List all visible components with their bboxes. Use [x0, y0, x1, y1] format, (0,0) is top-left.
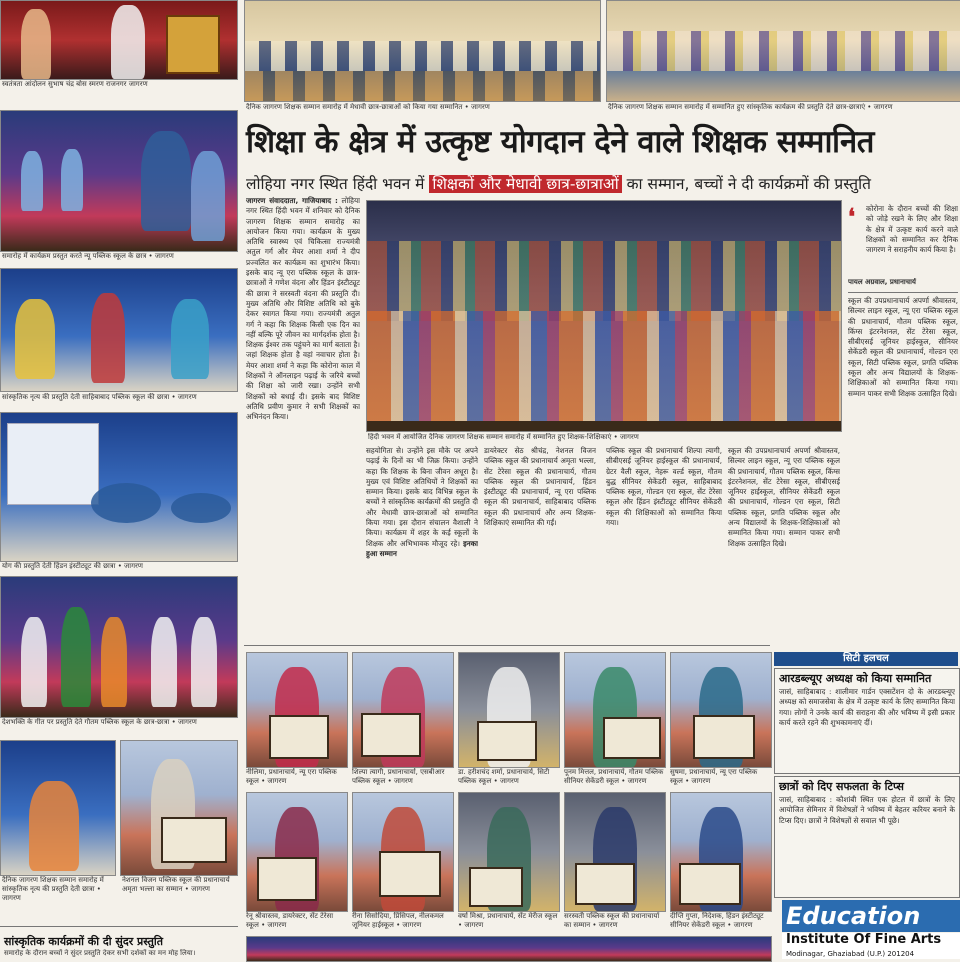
article-col-2-text: सहयोगिता से। उन्होंने इस मौके पर अपने पढ़ाई के दिनों का भी जिक्र किया। उन्होंने कहा कि शिक्षक के बिना जीवन अधूरा है। मुख्य एवं विशिष्ट अतिथियों ने शिक्षकों का सम्मान किया। इसके बाद विभिन्न स्कूल के बच्चों ने सांस्कृतिक कार्यक्रमों की प्रस्तुति दी और मेधावी छात्र-छात्राओं को सम्मानित किया गया। इस दौरान संचालन वैशाली ने किया। कार्यक्रम में शहर के कई स्कूलों के शिक्षक और अभिभावक मौजूद रहे।: [366, 446, 478, 548]
article-col-1-text: लोहिया नगर स्थित हिंदी भवन में शनिवार को दैनिक जागरण शिक्षक सम्मान समारोह का आयोजन किया गया। कार्यक्रम के मुख्य अतिथि स्वास्थ्य एवं चिकित्सा राज्यमंत्री अतुल गर्ग और मेयर आशा शर्मा ने दीप प्रज्वलित कर कार्यक्रम का शुभारंभ किया। इसके बाद न्यू एरा पब्लिक स्कूल के छात्र-छात्राओं ने गणेश वंदना और हिंडन इंस्टीट्यूट की छात्रा ने सरस्वती वंदना की प्रस्तुति दी। मुख्य अतिथि और विशिष्ट अतिथि को बुके देकर स्वागत किया गया। राज्यमंत्री अतुल गर्ग ने कहा कि शिक्षक किसी एक दिन का नहीं बल्कि पूरे जीवन का मार्गदर्शक होता है। शिक्षक ईश्वर तक पहुंचने का मार्ग बताता है। जहां शिक्षक होता है वहां नवाचार होता है। मेयर आशा शर्मा ने कहा कि कोरोना काल में शिक्षकों ने ऑनलाइन पढ़ाई के जरिये बच्चों की शिक्षा को जारी रखा। उन्होंने सभी शिक्षकों को बधाई दी। इसके बाद विशिष्ट अतिथि प्रवीण कुमार ने सभी शिक्षकों का अभिनंदन किया।: [246, 196, 360, 422]
city-news-banner: सिटी हलचल: [774, 652, 958, 666]
photo-bottom-strip: [246, 936, 772, 962]
portrait-1: [246, 652, 348, 768]
photo-solo-dance: [0, 740, 116, 876]
quote-text: कोरोना के दौरान बच्चों की शिक्षा को जोड़े रखने के लिए और शिक्षा के क्षेत्र में उत्कृष्ट कार्य करने वाले शिक्षकों को सम्मानित कर दैनिक जागरण ने सराहनीय कार्य किया है।: [866, 204, 958, 255]
caption-left-2: समारोह में कार्यक्रम प्रस्तुत करते न्यू पब्लिक स्कूल के छात्र • जागरण: [2, 252, 174, 260]
photo-lamp-lighting: [0, 0, 238, 80]
article-col-1: [246, 196, 360, 636]
subhead-highlight: शिक्षकों और मेधावी छात्र-छात्राओं: [429, 175, 621, 193]
caption-top-left: स्वतंत्रता आंदोलन सुभाष चंद्र बोस स्मरण राजनगर जागरण: [2, 80, 148, 88]
article-right-col: स्कूल की उपप्रधानाचार्य अपर्णा श्रीवास्तव, सिल्वर लाइन स्कूल, न्यू एरा पब्लिक स्कूल की प्रधानाचार्य, गौतम पब्लिक स्कूल, किंग्स इंटरनेशनल, सेंट टेरेसा स्कूल, सीबीएसई जूनियर हाईस्कूल, सीनियर सेकेंडरी स्कूल की प्रधानाचार्य, गोल्डन एरा स्कूल, सिटी पब्लिक स्कूल, प्रगति पब्लिक स्कूल और अन्य विद्यालयों के शिक्षक-शिक्षिकाओं को सम्मानित किया गया। सम्मान पाकर सभी शिक्षक उत्साहित दिखे।: [848, 296, 958, 398]
subheadline: [246, 172, 958, 194]
portrait-caption-9: सरस्वती पब्लिक स्कूल की प्रधानाचार्या का सम्मान • जागरण: [564, 912, 660, 929]
portrait-caption-8: वर्षा मिश्रा, प्रधानाचार्य, सेंट मेरीज स्कूल • जागरण: [458, 912, 558, 929]
caption-left-5: देशभक्ति के गीत पर प्रस्तुति देते गौतम पब्लिक स्कूल के छात्र-छात्रा • जागरण: [2, 718, 197, 726]
quote-mark-icon: ❛: [848, 204, 856, 230]
article-col-2: [366, 446, 478, 640]
quote-divider: [848, 292, 958, 293]
institute-name: Institute Of Fine Arts: [786, 932, 942, 947]
side-story-2-body: जासं, साहिबाबाद : कौशांबी स्थित एक होटल में छात्रों के लिए आयोजित सेमिनार में विशेषज्ञों ने भविष्य में बेहतर करियर बनाने के टिप्स दिए। छात्रों ने विशेषज्ञों से सवाल भी पूछे।: [779, 795, 955, 825]
portrait-4: [564, 652, 666, 768]
side-story-1: [774, 668, 960, 774]
photo-students-certificates: [244, 0, 601, 102]
article-col-4: पब्लिक स्कूल की प्रधानाचार्य शिल्पा त्यागी, सीबीएसई जूनियर हाईस्कूल की प्रधानाचार्य, ग्रेटर वैली स्कूल, नेहरू वर्ल्ड स्कूल, गौतम बुद्ध सीनियर सेकेंडरी स्कूल, साहिबाबाद पब्लिक स्कूल, गोल्डन एरा स्कूल, सेंट टेरेसा स्कूल और हिंडन इंस्टीट्यूट सीनियर सेकेंडरी स्कूल की शिक्षिकाओं को सम्मानित किया गया।: [606, 446, 722, 528]
portrait-caption-5: सुषमा, प्रधानाचार्य, न्यू एरा पब्लिक स्कूल • जागरण: [670, 768, 758, 785]
article-col-5: स्कूल की उपप्रधानाचार्य अपर्णा श्रीवास्तव, सिल्वर लाइन स्कूल, न्यू एरा पब्लिक स्कूल की प्रधानाचार्य, गौतम पब्लिक स्कूल, किंग्स इंटरनेशनल, सेंट टेरेसा स्कूल, सीबीएसई जूनियर हाईस्कूल, सीनियर सेकेंडरी स्कूल की प्रधानाचार्य, गोल्डन एरा स्कूल, सिटी पब्लिक स्कूल, प्रगति पब्लिक स्कूल और अन्य विद्यालयों के शिक्षक-शिक्षिकाओं को सम्मानित किया गया। सम्मान पाकर सभी शिक्षक उत्साहित दिखे।: [728, 446, 840, 548]
portrait-caption-6: रेनू श्रीवास्तव, डायरेक्टर, सेंट टेरेसा स्कूल • जागरण: [246, 912, 334, 929]
quote-attribution: पायल अग्रवाल, प्रधानाचार्य: [848, 278, 916, 286]
portrait-10: [670, 792, 772, 912]
portrait-caption-3: डा. हरीशचंद शर्मा, प्रधानाचार्य, सिटी पब्लिक स्कूल • जागरण: [458, 768, 550, 785]
bottom-subtext: समारोह के दौरान बच्चों ने सुंदर प्रस्तुति देकर सभी दर्शकों का मन मोह लिया।: [4, 949, 196, 957]
side-story-1-body: जासं, साहिबाबाद : शालीमार गार्डन एक्सटेंशन दो के आरडब्ल्यूए अध्यक्ष को समाजसेवा के क्षेत्र में उत्कृष्ट कार्य के लिए सम्मानित किया गया। लोगों ने उनके कार्य की सराहना की और भविष्य में इसी प्रकार कार्य करते रहने की शुभकामनाएं दीं।: [779, 687, 955, 727]
education-banner: Education: [782, 900, 960, 932]
photo-yoga-performance: [0, 412, 238, 562]
photo-students-stage: [606, 0, 960, 102]
portrait-caption-2: शिल्पा त्यागी, प्रधानाचार्या, एसबीआर पब्लिक स्कूल • जागरण: [352, 768, 445, 785]
side-story-1-headline: आरडब्ल्यूए अध्यक्ष को किया सम्मानित: [779, 672, 932, 685]
portrait-caption-7: रीना सिसोदिया, प्रिंसिपल, नीलकमल जूनियर हाईस्कूल • जागरण: [352, 912, 444, 929]
institute-ad: [782, 933, 960, 959]
photo-teachers-honored: [366, 200, 842, 432]
caption-left-6a: दैनिक जागरण शिक्षक सम्मान समारोह में सांस्कृतिक नृत्य की प्रस्तुति देती छात्रा • जागरण: [2, 876, 104, 902]
portrait-caption-4: पूनम मित्तल, प्रधानाचार्य, गौतम पब्लिक सीनियर सेकेंडरी स्कूल • जागरण: [564, 768, 664, 785]
dateline: जागरण संवाददाता, गाजियाबाद :: [246, 196, 338, 205]
portrait-caption-10: दीप्ति गुप्ता, निदेशक, हिंडन इंस्टीट्यूट सीनियर सेकेंडरी स्कूल • जागरण: [670, 912, 764, 929]
subhead-lead: लोहिया नगर स्थित हिंदी भवन में: [246, 175, 425, 193]
portrait-6: [246, 792, 348, 912]
caption-top-right: दैनिक जागरण शिक्षक सम्मान समारोह में सम्मानित हुए सांस्कृतिक कार्यक्रम की प्रस्तुति देते छात्र-छात्राएं • जागरण: [608, 103, 893, 111]
article-col-3: डायरेक्टर सेठ श्रीचंद्र, नेशनल विजन पब्लिक स्कूल की प्रधानाचार्य अमृता भल्ला, सेंट टेरेसा स्कूल की प्रधानाचार्य, गौतम पब्लिक स्कूल की प्रधानाचार्य, हिंडन इंस्टीट्यूट की प्रधानाचार्य, न्यू एरा पब्लिक स्कूल की प्रधानाचार्य, साहिबाबाद पब्लिक स्कूल की प्रधानाचार्य और अन्य शिक्षक-शिक्षिकाएं सम्मानित की गईं।: [484, 446, 596, 528]
institute-address: Modinagar, Ghaziabad (U.P.) 201204: [786, 950, 915, 958]
subhead-tail: का सम्मान, बच्चों ने दी कार्यक्रमों की प्रस्तुति: [626, 175, 871, 193]
photo-students-performing: [0, 110, 238, 252]
section-divider: [244, 645, 770, 646]
side-story-2: [774, 776, 960, 898]
caption-left-3: सांस्कृतिक नृत्य की प्रस्तुति देती साहिबाबाद पब्लिक स्कूल की छात्रा • जागरण: [2, 393, 197, 401]
portrait-9: [564, 792, 666, 912]
caption-left-4: योग की प्रस्तुति देती हिंडन इंस्टीट्यूट की छात्रा • जागरण: [2, 562, 143, 570]
photo-principal-honor: [120, 740, 238, 876]
caption-top-mid: दैनिक जागरण शिक्षक सम्मान समारोह में मेधावी छात्र-छात्राओं को किया गया सम्मानित • जागरण: [246, 103, 490, 111]
portrait-7: [352, 792, 454, 912]
caption-main-photo: हिंदी भवन में आयोजित दैनिक जागरण शिक्षक सम्मान समारोह में सम्मानित हुए शिक्षक-शिक्षिकाएं • जागरण: [368, 433, 639, 441]
caption-left-6b: नेशनल विजन पब्लिक स्कूल की प्रधानाचार्य अमृता भल्ला का सम्मान • जागरण: [122, 876, 230, 893]
divider: [0, 926, 238, 927]
honorees-subhead: इनका हुआ सम्मान: [366, 538, 478, 558]
bottom-headline: सांस्कृतिक कार्यक्रमों की दी सुंदर प्रस्तुति: [4, 935, 163, 948]
portrait-2: [352, 652, 454, 768]
photo-dance-performance: [0, 268, 238, 392]
portrait-5: [670, 652, 772, 768]
portrait-caption-1: नीलिमा, प्रधानाचार्य, न्यू एरा पब्लिक स्कूल • जागरण: [246, 768, 337, 785]
portrait-8: [458, 792, 560, 912]
headline: शिक्षा के क्षेत्र में उत्कृष्ट योगदान देने वाले शिक्षक सम्मानित: [246, 124, 874, 160]
portrait-3: [458, 652, 560, 768]
photo-patriotic-performance: [0, 576, 238, 718]
side-story-2-headline: छात्रों को दिए सफलता के टिप्स: [779, 780, 904, 793]
